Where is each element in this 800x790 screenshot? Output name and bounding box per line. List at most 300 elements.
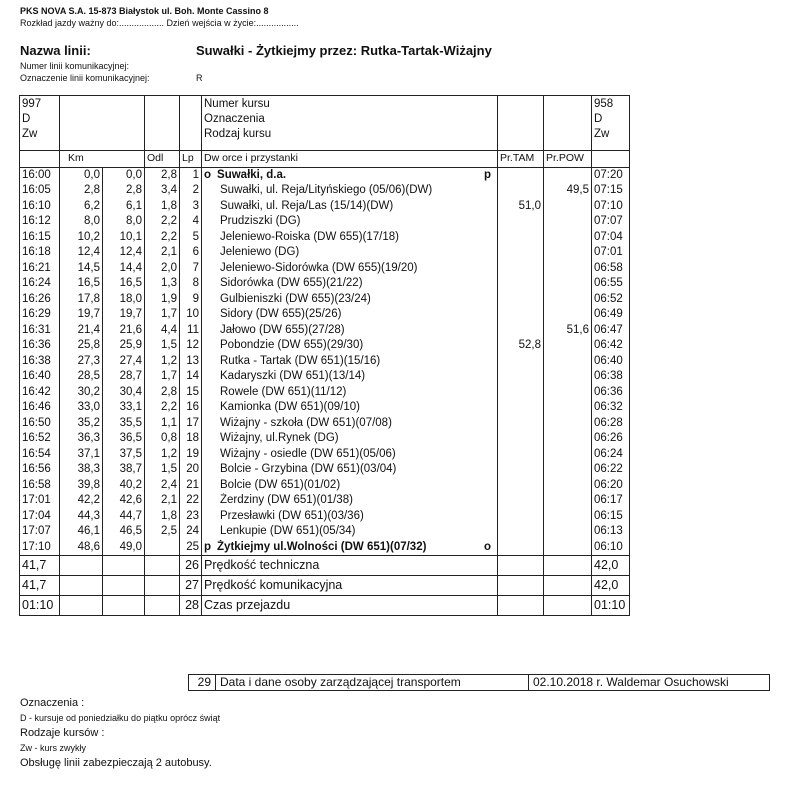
pr-tam-value xyxy=(498,385,544,401)
distance: 1,1 xyxy=(145,416,180,432)
stop-name: Bolcie - Grzybina (DW 651)(03/04) xyxy=(220,463,397,476)
km-column-header: Km xyxy=(60,151,145,168)
departure-time: 16:56 xyxy=(20,462,60,478)
km-return: 38,7 xyxy=(103,462,145,478)
pr-tam-value xyxy=(498,462,544,478)
departure-time: 16:42 xyxy=(20,385,60,401)
km-return: 42,6 xyxy=(103,493,145,509)
km-return: 44,7 xyxy=(103,509,145,525)
pr-tam-value xyxy=(498,183,544,199)
summary-right-value: 42,0 xyxy=(592,556,630,576)
stop-row xyxy=(20,524,630,540)
km-return: 6,1 xyxy=(103,199,145,215)
stop-row xyxy=(20,431,630,447)
km-return: 19,7 xyxy=(103,307,145,323)
summary-blank xyxy=(145,596,180,616)
departure-time: 16:00 xyxy=(20,167,60,183)
pr-tam-value xyxy=(498,323,544,339)
pr-tam-value: 52,8 xyxy=(498,338,544,354)
stop-name: Prudziszki (DG) xyxy=(220,215,301,228)
return-time: 06:24 xyxy=(592,447,630,463)
stop-name-cell xyxy=(202,230,498,246)
legend-rodzaje-text: Zw - kurs zwykły xyxy=(20,743,86,753)
pr-pow-header-blank xyxy=(544,96,592,151)
stop-lp: 6 xyxy=(180,245,202,261)
distance: 4,4 xyxy=(145,323,180,339)
lp-column-header: Lp xyxy=(180,151,202,168)
pr-tam-value xyxy=(498,416,544,432)
stop-name-cell xyxy=(202,214,498,230)
stop-lp: 17 xyxy=(180,416,202,432)
legend-obsluga: Obsługę linii zabezpieczają 2 autobusy. xyxy=(20,757,212,769)
return-time: 07:10 xyxy=(592,199,630,215)
departure-time: 16:12 xyxy=(20,214,60,230)
summary-left-value: 41,7 xyxy=(20,576,60,596)
summary-row xyxy=(20,556,630,576)
summary-left-value: 01:10 xyxy=(20,596,60,616)
summary-right-value: 01:10 xyxy=(592,596,630,616)
pr-tam-value xyxy=(498,292,544,308)
stop-lp: 3 xyxy=(180,199,202,215)
distance: 1,5 xyxy=(145,462,180,478)
course-right-type: Zw xyxy=(594,128,610,140)
summary-label: Czas przejazdu xyxy=(202,596,498,616)
stop-marker: p xyxy=(483,168,491,181)
return-time: 06:49 xyxy=(592,307,630,323)
pr-pow-value xyxy=(544,509,592,525)
line-designation-value: R xyxy=(196,73,203,83)
stop-row xyxy=(20,385,630,401)
km-return: 27,4 xyxy=(103,354,145,370)
stop-lp: 22 xyxy=(180,493,202,509)
stop-row xyxy=(20,447,630,463)
stop-row xyxy=(20,478,630,494)
departure-time: 17:01 xyxy=(20,493,60,509)
km-outbound: 6,2 xyxy=(60,199,103,215)
km-return: 40,2 xyxy=(103,478,145,494)
distance: 1,5 xyxy=(145,338,180,354)
pr-tam-value xyxy=(498,167,544,183)
stop-lp: 18 xyxy=(180,431,202,447)
stop-name: Gulbieniszki (DW 655)(23/24) xyxy=(220,292,371,305)
pr-pow-value xyxy=(544,478,592,494)
return-time: 06:28 xyxy=(592,416,630,432)
first-stop-prefix: o xyxy=(204,168,212,181)
summary-lp: 28 xyxy=(180,596,202,616)
departure-time: 16:38 xyxy=(20,354,60,370)
return-time: 06:58 xyxy=(592,261,630,277)
stop-lp: 10 xyxy=(180,307,202,323)
km-outbound: 21,4 xyxy=(60,323,103,339)
pr-pow-value xyxy=(544,385,592,401)
km-return: 30,4 xyxy=(103,385,145,401)
departure-time: 16:40 xyxy=(20,369,60,385)
stop-name-cell xyxy=(202,431,498,447)
pr-pow-value xyxy=(544,493,592,509)
return-time: 06:38 xyxy=(592,369,630,385)
stop-name-cell xyxy=(202,276,498,292)
distance: 3,4 xyxy=(145,183,180,199)
legend-rodzaje-title: Rodzaje kursów : xyxy=(20,727,105,739)
departure-time: 17:10 xyxy=(20,540,60,556)
summary-label: Prędkość komunikacyjna xyxy=(202,576,498,596)
stop-name: Wiżajny - osiedle (DW 651)(05/06) xyxy=(220,447,396,460)
stop-name: Suwałki, ul. Reja/Las (15/14)(DW) xyxy=(220,199,394,212)
pr-tam-value xyxy=(498,307,544,323)
stop-name: Sidorówka (DW 655)(21/22) xyxy=(220,277,363,290)
stop-lp: 7 xyxy=(180,261,202,277)
summary-blank xyxy=(544,596,592,616)
km-outbound: 17,8 xyxy=(60,292,103,308)
km-outbound: 38,3 xyxy=(60,462,103,478)
pr-pow-value xyxy=(544,307,592,323)
return-time: 06:47 xyxy=(592,323,630,339)
pr-tam-value xyxy=(498,524,544,540)
return-time: 06:17 xyxy=(592,493,630,509)
summary-blank xyxy=(60,576,103,596)
summary-left-value: 41,7 xyxy=(20,556,60,576)
km-outbound: 42,2 xyxy=(60,493,103,509)
course-left-type: Zw xyxy=(22,128,38,140)
stop-name: Przesławki (DW 651)(03/36) xyxy=(220,509,364,522)
stop-lp: 2 xyxy=(180,183,202,199)
km-outbound: 30,2 xyxy=(60,385,103,401)
stop-lp: 4 xyxy=(180,214,202,230)
stop-name-cell xyxy=(202,385,498,401)
km-outbound: 12,4 xyxy=(60,245,103,261)
pr-pow-value xyxy=(544,447,592,463)
pr-tam-column-header: Pr.TAM xyxy=(498,151,544,168)
departure-time: 16:05 xyxy=(20,183,60,199)
course-labels-cell xyxy=(202,96,498,151)
stop-name-cell xyxy=(202,261,498,277)
distance xyxy=(145,540,180,556)
distance: 1,3 xyxy=(145,276,180,292)
course-right-mark: D xyxy=(594,113,603,125)
summary-blank xyxy=(145,576,180,596)
pr-tam-value xyxy=(498,431,544,447)
distance: 2,1 xyxy=(145,245,180,261)
return-time: 06:13 xyxy=(592,524,630,540)
return-time: 06:15 xyxy=(592,509,630,525)
km-return: 37,5 xyxy=(103,447,145,463)
distance: 2,0 xyxy=(145,261,180,277)
pr-pow-value xyxy=(544,540,592,556)
return-time: 06:52 xyxy=(592,292,630,308)
return-time: 06:32 xyxy=(592,400,630,416)
pr-tam-value xyxy=(498,493,544,509)
km-outbound: 27,3 xyxy=(60,354,103,370)
km-return: 12,4 xyxy=(103,245,145,261)
km-return: 35,5 xyxy=(103,416,145,432)
stop-name: Bolcie (DW 651)(01/02) xyxy=(220,478,341,491)
km-outbound: 14,5 xyxy=(60,261,103,277)
distance: 2,5 xyxy=(145,524,180,540)
pr-pow-value xyxy=(544,354,592,370)
summary-blank xyxy=(498,576,544,596)
pr-tam-value xyxy=(498,509,544,525)
stop-row xyxy=(20,400,630,416)
stop-name: Rutka - Tartak (DW 651)(15/16) xyxy=(220,354,381,367)
departure-time: 16:18 xyxy=(20,245,60,261)
return-time: 06:26 xyxy=(592,431,630,447)
pr-pow-value: 49,5 xyxy=(544,183,592,199)
stop-name-cell xyxy=(202,400,498,416)
odl-header-blank xyxy=(145,96,180,151)
stop-name-cell xyxy=(202,354,498,370)
pr-tam-value xyxy=(498,400,544,416)
return-time: 07:01 xyxy=(592,245,630,261)
line-name-label: Nazwa linii: xyxy=(20,43,91,58)
stop-row xyxy=(20,183,630,199)
km-outbound: 0,0 xyxy=(60,167,103,183)
stop-name-cell xyxy=(202,447,498,463)
stop-row xyxy=(20,323,630,339)
pr-pow-value xyxy=(544,245,592,261)
stop-row xyxy=(20,540,630,556)
pr-pow-value xyxy=(544,199,592,215)
stop-name-cell xyxy=(202,323,498,339)
course-header-row xyxy=(20,96,630,151)
oznaczenia-label: Oznaczenia xyxy=(204,113,265,125)
stop-name: Jałowo (DW 655)(27/28) xyxy=(220,323,345,336)
return-time: 06:20 xyxy=(592,478,630,494)
stop-lp: 5 xyxy=(180,230,202,246)
stop-name: Suwałki, ul. Reja/Lityńskiego (05/06)(DW) xyxy=(220,184,433,197)
stop-lp: 19 xyxy=(180,447,202,463)
km-return: 18,0 xyxy=(103,292,145,308)
pr-pow-value xyxy=(544,292,592,308)
course-right-cell xyxy=(592,96,630,151)
stop-row xyxy=(20,509,630,525)
departure-time: 16:54 xyxy=(20,447,60,463)
stop-row xyxy=(20,261,630,277)
departure-time: 16:50 xyxy=(20,416,60,432)
distance: 1,2 xyxy=(145,447,180,463)
departure-time: 16:52 xyxy=(20,431,60,447)
stop-name: Pobondzie (DW 655)(29/30) xyxy=(220,339,364,352)
pr-pow-value xyxy=(544,261,592,277)
stop-row xyxy=(20,292,630,308)
pr-tam-value xyxy=(498,354,544,370)
pr-pow-value xyxy=(544,369,592,385)
km-outbound: 25,8 xyxy=(60,338,103,354)
km-outbound: 2,8 xyxy=(60,183,103,199)
stop-name-cell xyxy=(202,493,498,509)
summary-lp: 27 xyxy=(180,576,202,596)
departure-time: 16:24 xyxy=(20,276,60,292)
pr-tam-value xyxy=(498,261,544,277)
km-outbound: 46,1 xyxy=(60,524,103,540)
stop-name: Sidory (DW 655)(25/26) xyxy=(220,308,342,321)
km-outbound: 39,8 xyxy=(60,478,103,494)
distance: 2,2 xyxy=(145,230,180,246)
distance: 2,8 xyxy=(145,385,180,401)
line-designation-label: Oznaczenie linii komunikacyjnej: xyxy=(20,73,150,83)
km-return: 8,0 xyxy=(103,214,145,230)
stop-marker: o xyxy=(483,540,491,553)
km-outbound: 10,2 xyxy=(60,230,103,246)
pr-pow-value xyxy=(544,400,592,416)
stop-name-cell xyxy=(202,167,498,183)
km-outbound: 33,0 xyxy=(60,400,103,416)
stop-name: Jeleniewo-Sidorówka (DW 655)(19/20) xyxy=(220,261,418,274)
summary-blank xyxy=(544,556,592,576)
stop-name: Wiżajny, ul.Rynek (DG) xyxy=(220,432,339,445)
stop-row xyxy=(20,416,630,432)
stop-name: Jeleniewo-Roiska (DW 655)(17/18) xyxy=(220,230,399,243)
distance: 1,8 xyxy=(145,199,180,215)
stop-lp: 1 xyxy=(180,167,202,183)
summary-blank xyxy=(145,556,180,576)
stop-name: Żytkiejmy ul.Wolności (DW 651)(07/32) xyxy=(217,540,427,553)
distance: 2,8 xyxy=(145,167,180,183)
km-outbound: 8,0 xyxy=(60,214,103,230)
route-title: Suwałki - Żytkiejmy przez: Rutka-Tartak-Wiżajny xyxy=(196,43,492,58)
return-time: 06:22 xyxy=(592,462,630,478)
distance: 2,4 xyxy=(145,478,180,494)
stop-name-cell xyxy=(202,199,498,215)
return-time: 06:10 xyxy=(592,540,630,556)
summary-blank xyxy=(103,556,145,576)
km-outbound: 37,1 xyxy=(60,447,103,463)
km-return: 16,5 xyxy=(103,276,145,292)
pr-pow-column-header: Pr.POW xyxy=(544,151,592,168)
departure-time: 16:26 xyxy=(20,292,60,308)
summary-lp: 26 xyxy=(180,556,202,576)
stop-lp: 9 xyxy=(180,292,202,308)
summary-label: Prędkość techniczna xyxy=(202,556,498,576)
course-left-cell xyxy=(20,96,60,151)
summary-blank xyxy=(498,596,544,616)
course-right-number: 958 xyxy=(594,98,614,110)
ret-column-header xyxy=(592,151,630,168)
km-return: 2,8 xyxy=(103,183,145,199)
pr-tam-value xyxy=(498,276,544,292)
stop-lp: 23 xyxy=(180,509,202,525)
km-return: 33,1 xyxy=(103,400,145,416)
summary-blank xyxy=(544,576,592,596)
departure-time: 17:07 xyxy=(20,524,60,540)
legend-oznaczenia-text: D - kursuje od poniedziałku do piątku oprócz świąt xyxy=(20,713,221,723)
stop-name-cell xyxy=(202,462,498,478)
return-time: 07:15 xyxy=(592,183,630,199)
km-header-blank xyxy=(60,96,145,151)
odl-column-header: Odl xyxy=(145,151,180,168)
distance: 1,2 xyxy=(145,354,180,370)
stop-lp: 11 xyxy=(180,323,202,339)
departure-time: 16:31 xyxy=(20,323,60,339)
stop-name-cell xyxy=(202,292,498,308)
km-return: 21,6 xyxy=(103,323,145,339)
distance: 2,2 xyxy=(145,214,180,230)
stop-lp: 16 xyxy=(180,400,202,416)
stop-name-cell xyxy=(202,478,498,494)
pr-tam-value xyxy=(498,540,544,556)
stop-name-cell xyxy=(202,540,498,556)
stop-row xyxy=(20,276,630,292)
stop-lp: 20 xyxy=(180,462,202,478)
company-header: PKS NOVA S.A. 15-873 Białystok ul. Boh. Monte Cassino 8 xyxy=(20,6,269,16)
pr-pow-value xyxy=(544,214,592,230)
km-outbound: 48,6 xyxy=(60,540,103,556)
km-return: 0,0 xyxy=(103,167,145,183)
km-outbound: 16,5 xyxy=(60,276,103,292)
course-left-number: 997 xyxy=(22,98,42,110)
summary-row xyxy=(20,596,630,616)
distance: 2,2 xyxy=(145,400,180,416)
summary-blank xyxy=(60,596,103,616)
stop-row xyxy=(20,230,630,246)
pr-tam-header-blank xyxy=(498,96,544,151)
distance: 1,8 xyxy=(145,509,180,525)
stop-row xyxy=(20,369,630,385)
km-outbound: 19,7 xyxy=(60,307,103,323)
legend-oznaczenia-title: Oznaczenia : xyxy=(20,697,85,709)
stop-lp: 12 xyxy=(180,338,202,354)
stop-row xyxy=(20,493,630,509)
return-time: 06:40 xyxy=(592,354,630,370)
pr-pow-value xyxy=(544,462,592,478)
distance: 1,9 xyxy=(145,292,180,308)
return-time: 06:36 xyxy=(592,385,630,401)
column-header-row xyxy=(20,151,630,168)
stop-name-cell xyxy=(202,245,498,261)
pr-pow-value xyxy=(544,230,592,246)
stop-lp: 25 xyxy=(180,540,202,556)
departure-time: 16:36 xyxy=(20,338,60,354)
km-outbound: 36,3 xyxy=(60,431,103,447)
distance: 0,8 xyxy=(145,431,180,447)
pr-pow-value xyxy=(544,431,592,447)
pr-pow-value xyxy=(544,416,592,432)
stop-name-cell xyxy=(202,416,498,432)
responsible-value: 02.10.2018 r. Waldemar Osuchowski xyxy=(529,675,770,691)
stop-name: Lenkupie (DW 651)(05/34) xyxy=(220,525,356,538)
pr-tam-value xyxy=(498,230,544,246)
return-time: 07:20 xyxy=(592,167,630,183)
validity-line: Rozkład jazdy ważny do:.................. Dzień wejścia w życie:................. xyxy=(20,18,299,28)
stop-row xyxy=(20,354,630,370)
departure-time: 16:21 xyxy=(20,261,60,277)
stop-name-cell xyxy=(202,509,498,525)
pr-tam-value xyxy=(498,447,544,463)
return-time: 06:42 xyxy=(592,338,630,354)
departure-time: 16:10 xyxy=(20,199,60,215)
distance: 2,1 xyxy=(145,493,180,509)
stop-name-cell xyxy=(202,524,498,540)
summary-blank xyxy=(103,596,145,616)
departure-time: 16:46 xyxy=(20,400,60,416)
return-time: 06:55 xyxy=(592,276,630,292)
pr-pow-value xyxy=(544,524,592,540)
stop-row xyxy=(20,462,630,478)
return-time: 07:07 xyxy=(592,214,630,230)
departure-time: 16:15 xyxy=(20,230,60,246)
pr-pow-value: 51,6 xyxy=(544,323,592,339)
stop-lp: 24 xyxy=(180,524,202,540)
stop-lp: 8 xyxy=(180,276,202,292)
stop-name: Kamionka (DW 651)(09/10) xyxy=(220,401,360,414)
stop-name: Kadaryszki (DW 651)(13/14) xyxy=(220,370,366,383)
stop-row xyxy=(20,338,630,354)
return-time: 07:04 xyxy=(592,230,630,246)
stop-name-cell xyxy=(202,369,498,385)
responsible-lp: 29 xyxy=(189,675,216,691)
summary-blank xyxy=(103,576,145,596)
pr-pow-value xyxy=(544,276,592,292)
stop-name-cell xyxy=(202,338,498,354)
